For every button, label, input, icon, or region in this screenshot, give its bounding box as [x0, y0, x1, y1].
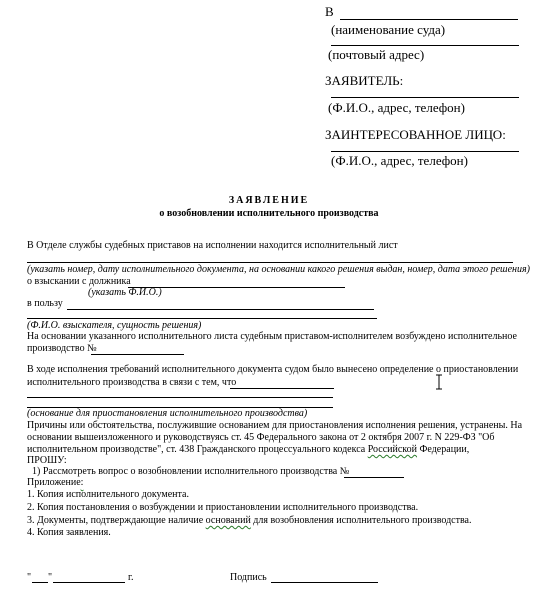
court-address-line [331, 45, 519, 46]
writ-details-line [27, 262, 513, 263]
paragraph-3-line-2: исполнительного производства в связи с тем, что [27, 377, 237, 388]
debtor-label: о взыскании с должника [27, 276, 131, 287]
paragraph-2-line-2: производство № [27, 343, 97, 354]
favor-note: (Ф.И.О. взыскателя, сущность решения) [27, 320, 202, 331]
paragraph-3-line-1: В ходе исполнения требований исполнительного документа судом было вынесено определение о приостановлении [27, 364, 519, 375]
court-name-caption: (наименование суда) [331, 22, 446, 37]
proceeding-number-line [91, 354, 184, 355]
suspension-reason-line-2 [27, 397, 333, 398]
date-year-suffix: г. [128, 572, 134, 583]
court-name-line [340, 19, 518, 20]
debtor-note: (указать Ф.И.О.) [88, 287, 162, 298]
request-item: 1) Рассмотреть вопрос о возобновлении исполнительного производства № [32, 466, 350, 477]
paragraph-1: В Отделе службы судебных приставов на исполнении находится исполнительный лист [27, 240, 398, 251]
text-cursor-icon [435, 374, 443, 390]
paragraph-4-line-1: Причины или обстоятельства, послужившие основанием для приостановления исполнения решения, устранены. На [27, 420, 523, 431]
applicant-label: ЗАЯВИТЕЛЬ: [325, 73, 404, 88]
interested-line [331, 151, 519, 152]
document-subtitle: о возобновлении исполнительного производства [159, 208, 379, 219]
attachment-4: 4. Копия заявления. [27, 527, 111, 538]
applicant-caption: (Ф.И.О., адрес, телефон) [328, 100, 465, 115]
favor-line-2 [27, 318, 377, 319]
court-address-caption: (почтовый адрес) [328, 47, 425, 62]
paragraph-2-line-1: На основании указанного исполнительного листа судебным приставом-исполнителем возбуждено исполнительное [27, 331, 517, 342]
date-month-line [53, 582, 125, 583]
attachment-1: 1. Копия исполнительного документа. [27, 489, 189, 500]
paragraph-4-line-3: исполнительном производстве", ст. 438 Гражданского процессуального кодекса Российской Федерации, [27, 444, 470, 455]
paragraph-4-line-2: основании вышеизложенного и руководствуясь ст. 45 Федерального закона от 2 октября 2007 г. N 229-ФЗ "Об [27, 432, 495, 443]
spellcheck-word: Российской [367, 444, 418, 455]
suspension-reason-note: (основание для приостановления исполнительного производства) [27, 408, 308, 419]
date-quote-close: " [48, 572, 53, 583]
date-quote-open: " [27, 572, 32, 583]
attachments-label: Приложение: [27, 477, 84, 488]
favor-line [67, 309, 374, 310]
suspension-reason-line [230, 388, 334, 389]
favor-label: в пользу [27, 298, 63, 309]
attachment-2: 2. Копия постановления о возбуждении и приостановлении исполнительного производства. [27, 502, 419, 513]
writ-details-note: (указать номер, дату исполнительного документа, на основании какого решения выдан, номер, дата этого решения) [27, 264, 530, 275]
request-label: ПРОШУ: [27, 455, 67, 466]
signature-line [271, 582, 378, 583]
document-title: ЗАЯВЛЕНИЕ [228, 195, 310, 206]
attachment-3: 3. Документы, подтверждающие наличие оснований для возобновления исполнительного производства. [27, 515, 472, 526]
date-day-line [32, 582, 48, 583]
interested-label: ЗАИНТЕРЕСОВАННОЕ ЛИЦО: [325, 127, 506, 142]
signature-label: Подпись [230, 572, 267, 583]
request-number-line [344, 477, 404, 478]
applicant-line [331, 97, 519, 98]
interested-caption: (Ф.И.О., адрес, телефон) [331, 153, 468, 168]
court-prefix: В [325, 4, 334, 19]
